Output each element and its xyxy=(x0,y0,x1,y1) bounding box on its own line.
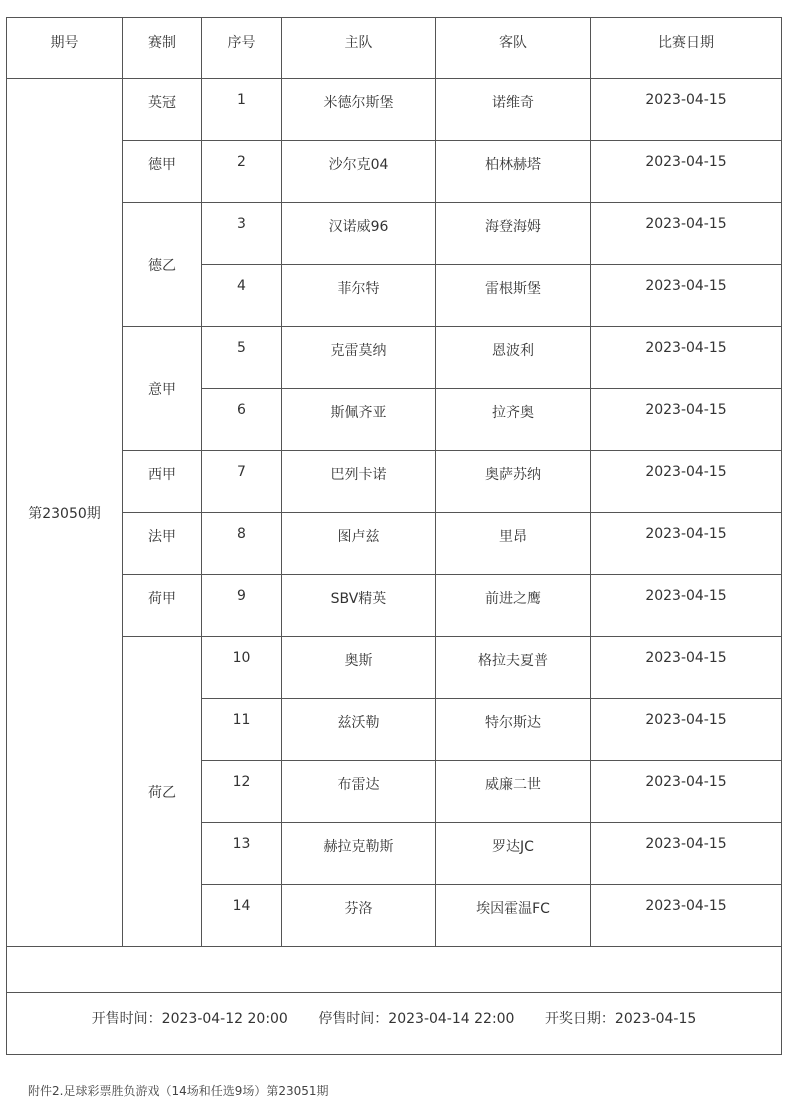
table-row xyxy=(7,203,782,265)
away-team-cell: 特尔斯达 xyxy=(436,699,591,761)
home-team-cell: 菲尔特 xyxy=(282,265,436,327)
attachment-caption[interactable]: 附件2.足球彩票胜负游戏（14场和任选9场）第23051期 xyxy=(28,1084,329,1098)
seq-cell: 6 xyxy=(202,389,282,451)
seq-cell: 10 xyxy=(202,637,282,699)
footer-row xyxy=(7,993,782,1055)
header-date: 比赛日期 xyxy=(591,18,782,79)
away-team-cell: 柏林赫塔 xyxy=(436,141,591,203)
seq-cell: 9 xyxy=(202,575,282,637)
table-row xyxy=(7,327,782,389)
home-team-cell: 巴列卡诺 xyxy=(282,451,436,513)
league-cell: 荷乙 xyxy=(123,637,202,947)
home-team-cell: 斯佩齐亚 xyxy=(282,389,436,451)
home-team-cell: 沙尔克04 xyxy=(282,141,436,203)
date-cell: 2023-04-15 xyxy=(591,575,782,637)
seq-cell: 11 xyxy=(202,699,282,761)
sale-start-time: 开售时间：2023-04-12 20:00 xyxy=(91,1011,288,1027)
away-team-cell: 雷根斯堡 xyxy=(436,265,591,327)
header-seq: 序号 xyxy=(202,18,282,79)
date-cell: 2023-04-15 xyxy=(591,265,782,327)
home-team-cell: 奥斯 xyxy=(282,637,436,699)
seq-cell: 4 xyxy=(202,265,282,327)
sale-stop-time: 停售时间：2023-04-14 22:00 xyxy=(318,1011,515,1027)
date-cell: 2023-04-15 xyxy=(591,389,782,451)
league-cell: 英冠 xyxy=(123,79,202,141)
table-row xyxy=(7,575,782,637)
league-cell: 德乙 xyxy=(123,203,202,327)
table-row xyxy=(7,637,782,699)
away-team-cell: 奥萨苏纳 xyxy=(436,451,591,513)
home-team-cell: 兹沃勒 xyxy=(282,699,436,761)
home-team-cell: 汉诺威96 xyxy=(282,203,436,265)
away-team-cell: 海登海姆 xyxy=(436,203,591,265)
period-cell: 第23050期 xyxy=(7,79,123,947)
away-team-cell: 埃因霍温FC xyxy=(436,885,591,947)
away-team-cell: 威廉二世 xyxy=(436,761,591,823)
away-team-cell: 格拉夫夏普 xyxy=(436,637,591,699)
league-cell: 德甲 xyxy=(123,141,202,203)
date-cell: 2023-04-15 xyxy=(591,513,782,575)
seq-cell: 8 xyxy=(202,513,282,575)
date-cell: 2023-04-15 xyxy=(591,761,782,823)
date-cell: 2023-04-15 xyxy=(591,637,782,699)
date-cell: 2023-04-15 xyxy=(591,203,782,265)
footer-cell xyxy=(7,993,782,1055)
date-cell: 2023-04-15 xyxy=(591,327,782,389)
away-team-cell: 里昂 xyxy=(436,513,591,575)
table-row xyxy=(7,451,782,513)
header-row xyxy=(7,18,782,79)
date-cell: 2023-04-15 xyxy=(591,79,782,141)
home-team-cell: 克雷莫纳 xyxy=(282,327,436,389)
home-team-cell: 图卢兹 xyxy=(282,513,436,575)
seq-cell: 2 xyxy=(202,141,282,203)
seq-cell: 13 xyxy=(202,823,282,885)
date-cell: 2023-04-15 xyxy=(591,885,782,947)
header-league: 赛制 xyxy=(123,18,202,79)
header-away: 客队 xyxy=(436,18,591,79)
draw-date: 开奖日期：2023-04-15 xyxy=(544,1011,697,1027)
date-cell: 2023-04-15 xyxy=(591,699,782,761)
seq-cell: 5 xyxy=(202,327,282,389)
blank-row xyxy=(7,947,782,993)
home-team-cell: 赫拉克勒斯 xyxy=(282,823,436,885)
away-team-cell: 恩波利 xyxy=(436,327,591,389)
blank-cell xyxy=(7,947,782,993)
home-team-cell: 米德尔斯堡 xyxy=(282,79,436,141)
away-team-cell: 罗达JC xyxy=(436,823,591,885)
league-cell: 荷甲 xyxy=(123,575,202,637)
away-team-cell: 前进之鹰 xyxy=(436,575,591,637)
header-period: 期号 xyxy=(7,18,123,79)
league-cell: 西甲 xyxy=(123,451,202,513)
date-cell: 2023-04-15 xyxy=(591,823,782,885)
away-team-cell: 拉齐奥 xyxy=(436,389,591,451)
seq-cell: 1 xyxy=(202,79,282,141)
league-cell: 法甲 xyxy=(123,513,202,575)
away-team-cell: 诺维奇 xyxy=(436,79,591,141)
seq-cell: 7 xyxy=(202,451,282,513)
home-team-cell: 布雷达 xyxy=(282,761,436,823)
league-cell: 意甲 xyxy=(123,327,202,451)
table-row xyxy=(7,79,782,141)
home-team-cell: 芬洛 xyxy=(282,885,436,947)
seq-cell: 12 xyxy=(202,761,282,823)
header-home: 主队 xyxy=(282,18,436,79)
table-row xyxy=(7,141,782,203)
match-schedule-table xyxy=(6,17,782,1055)
date-cell: 2023-04-15 xyxy=(591,141,782,203)
home-team-cell: SBV精英 xyxy=(282,575,436,637)
seq-cell: 14 xyxy=(202,885,282,947)
seq-cell: 3 xyxy=(202,203,282,265)
table-row xyxy=(7,513,782,575)
date-cell: 2023-04-15 xyxy=(591,451,782,513)
